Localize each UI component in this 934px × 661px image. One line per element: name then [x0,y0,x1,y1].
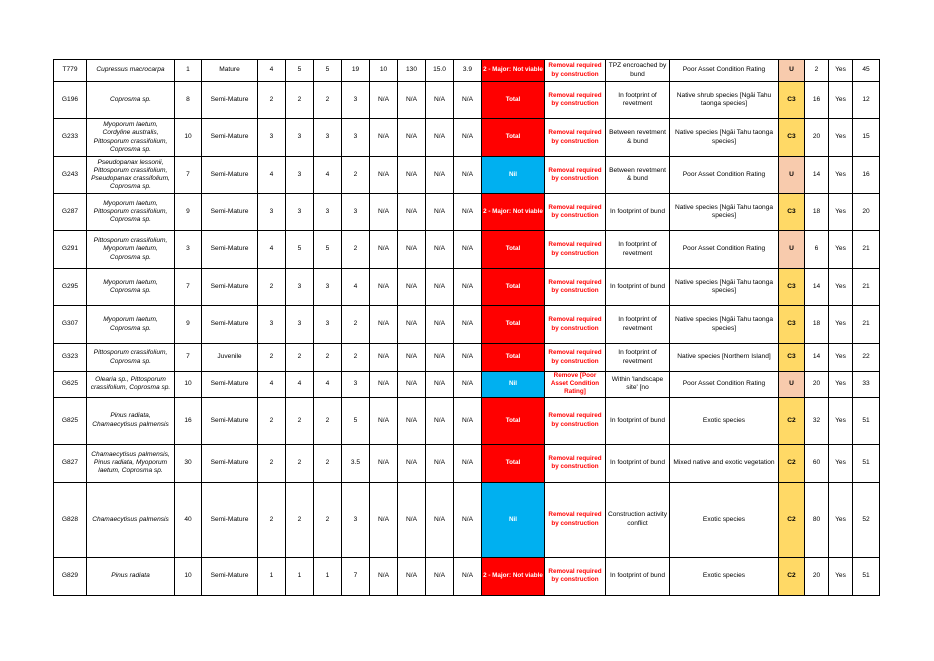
metric-cell: 2 [342,157,370,194]
removal-cell: Removal required by construction [545,397,606,444]
value-cell: 21 [853,269,880,306]
reason-cell: In footprint of revetment [606,82,670,119]
metric-cell: N/A [370,194,398,231]
yes-cell: Yes [829,557,853,595]
metric-cell: N/A [454,194,482,231]
value-cell: 20 [805,372,829,398]
metric-cell: N/A [398,231,426,269]
removal-cell: Removal required by construction [545,444,606,482]
tree-assessment-table [53,59,880,596]
metric-cell: 2 [314,444,342,482]
tree-id-cell: G625 [54,372,87,398]
metric-cell: 3 [258,194,286,231]
species-cell: Pittosporum crassifolium, Coprosma sp. [87,344,175,372]
table-row [54,444,880,482]
maturity-cell: Semi-Mature [202,269,258,306]
count-cell: 1 [175,60,202,82]
metric-cell: N/A [426,269,454,306]
value-cell: 51 [853,397,880,444]
removal-cell: Removal required by construction [545,557,606,595]
metric-cell: 2 [314,397,342,444]
yes-cell: Yes [829,269,853,306]
count-cell: 7 [175,344,202,372]
metric-cell: 3 [342,482,370,557]
value-cell: 20 [853,194,880,231]
condition-cell: Poor Asset Condition Rating [670,157,779,194]
count-cell: 3 [175,231,202,269]
metric-cell: 2 [314,482,342,557]
value-cell: 18 [805,306,829,344]
metric-cell: 3 [314,194,342,231]
species-cell: Pinus radiata, Chamaecytisus palmensis [87,397,175,444]
metric-cell: N/A [426,306,454,344]
rating-cell: U [779,60,805,82]
rating-cell: U [779,231,805,269]
yes-cell: Yes [829,397,853,444]
impact-cell: Total [482,344,545,372]
condition-cell: Poor Asset Condition Rating [670,60,779,82]
species-cell: Chamaecytisus palmensis [87,482,175,557]
metric-cell: 2 [342,306,370,344]
impact-cell: Nil [482,372,545,398]
rating-cell: C2 [779,397,805,444]
tree-id-cell: G291 [54,231,87,269]
reason-cell: Between revetment & bund [606,119,670,157]
condition-cell: Exotic species [670,482,779,557]
rating-cell: C3 [779,119,805,157]
reason-cell: In footprint of bund [606,444,670,482]
reason-cell: In footprint of bund [606,194,670,231]
count-cell: 10 [175,119,202,157]
table-row [54,119,880,157]
maturity-cell: Semi-Mature [202,444,258,482]
metric-cell: N/A [398,344,426,372]
maturity-cell: Semi-Mature [202,482,258,557]
reason-cell: In footprint of bund [606,557,670,595]
tree-id-cell: T779 [54,60,87,82]
metric-cell: 4 [314,157,342,194]
value-cell: 16 [853,157,880,194]
rating-cell: C2 [779,557,805,595]
value-cell: 60 [805,444,829,482]
metric-cell: N/A [454,231,482,269]
condition-cell: Exotic species [670,397,779,444]
maturity-cell: Semi-Mature [202,119,258,157]
table-row [54,344,880,372]
metric-cell: 2 [286,344,314,372]
metric-cell: 2 [286,482,314,557]
metric-cell: 2 [286,397,314,444]
table-row [54,397,880,444]
metric-cell: 5 [314,60,342,82]
metric-cell: N/A [426,119,454,157]
maturity-cell: Semi-Mature [202,306,258,344]
metric-cell: 130 [398,60,426,82]
value-cell: 80 [805,482,829,557]
metric-cell: 4 [342,269,370,306]
value-cell: 45 [853,60,880,82]
species-cell: Cupressus macrocarpa [87,60,175,82]
metric-cell: N/A [454,157,482,194]
metric-cell: 5 [342,397,370,444]
count-cell: 10 [175,557,202,595]
metric-cell: 3 [258,119,286,157]
tree-id-cell: G196 [54,82,87,119]
yes-cell: Yes [829,157,853,194]
metric-cell: 3.5 [342,444,370,482]
removal-cell: Removal required by construction [545,306,606,344]
reason-cell: In footprint of revetment [606,306,670,344]
metric-cell: N/A [370,557,398,595]
value-cell: 18 [805,194,829,231]
metric-cell: 3 [342,119,370,157]
rating-cell: C3 [779,344,805,372]
yes-cell: Yes [829,60,853,82]
metric-cell: N/A [370,482,398,557]
rating-cell: C2 [779,482,805,557]
maturity-cell: Mature [202,60,258,82]
metric-cell: 3 [314,269,342,306]
metric-cell: N/A [426,444,454,482]
metric-cell: 3.9 [454,60,482,82]
metric-cell: N/A [454,482,482,557]
metric-cell: N/A [454,344,482,372]
species-cell: Myoporum laetum, Pittosporum crassifolium, Coprosma sp. [87,194,175,231]
metric-cell: N/A [454,306,482,344]
value-cell: 14 [805,344,829,372]
metric-cell: 10 [370,60,398,82]
value-cell: 33 [853,372,880,398]
metric-cell: 3 [342,372,370,398]
species-cell: Myoporum laetum, Cordyline australis, Pittosporum crassifolium, Coprosma sp. [87,119,175,157]
value-cell: 14 [805,157,829,194]
count-cell: 7 [175,157,202,194]
metric-cell: N/A [426,344,454,372]
count-cell: 7 [175,269,202,306]
metric-cell: N/A [454,372,482,398]
metric-cell: 2 [314,344,342,372]
metric-cell: 2 [314,82,342,119]
metric-cell: 4 [258,231,286,269]
metric-cell: 3 [314,306,342,344]
metric-cell: N/A [398,372,426,398]
count-cell: 8 [175,82,202,119]
rating-cell: C3 [779,82,805,119]
metric-cell: N/A [370,344,398,372]
yes-cell: Yes [829,372,853,398]
tree-id-cell: G827 [54,444,87,482]
metric-cell: 4 [314,372,342,398]
value-cell: 51 [853,444,880,482]
metric-cell: 5 [314,231,342,269]
metric-cell: N/A [454,444,482,482]
metric-cell: N/A [370,444,398,482]
tree-id-cell: G828 [54,482,87,557]
removal-cell: Removal required by construction [545,82,606,119]
metric-cell: N/A [454,82,482,119]
impact-cell: Nil [482,157,545,194]
value-cell: 12 [853,82,880,119]
metric-cell: 2 [258,397,286,444]
condition-cell: Native species [Ngāi Tahu taonga species] [670,119,779,157]
metric-cell: N/A [398,82,426,119]
removal-cell: Removal required by construction [545,482,606,557]
yes-cell: Yes [829,231,853,269]
table-row [54,372,880,398]
metric-cell: N/A [426,194,454,231]
species-cell: Chamaecytisus palmensis, Pinus radiata, Myoporum laetum, Coprosma sp. [87,444,175,482]
maturity-cell: Semi-Mature [202,372,258,398]
maturity-cell: Semi-Mature [202,157,258,194]
species-cell: Myoporum laetum, Coprosma sp. [87,269,175,306]
metric-cell: N/A [454,119,482,157]
removal-cell: Removal required by construction [545,269,606,306]
reason-cell: Within 'landscape site' [no [606,372,670,398]
metric-cell: N/A [454,269,482,306]
impact-cell: Total [482,269,545,306]
metric-cell: N/A [398,306,426,344]
value-cell: 52 [853,482,880,557]
condition-cell: Poor Asset Condition Rating [670,372,779,398]
maturity-cell: Semi-Mature [202,397,258,444]
maturity-cell: Semi-Mature [202,82,258,119]
reason-cell: In footprint of bund [606,269,670,306]
metric-cell: N/A [426,557,454,595]
maturity-cell: Semi-Mature [202,194,258,231]
value-cell: 32 [805,397,829,444]
impact-cell: Total [482,444,545,482]
value-cell: 16 [805,82,829,119]
impact-cell: Total [482,306,545,344]
condition-cell: Poor Asset Condition Rating [670,231,779,269]
metric-cell: N/A [370,231,398,269]
metric-cell: N/A [370,82,398,119]
value-cell: 21 [853,306,880,344]
metric-cell: N/A [370,372,398,398]
removal-cell: Removal required by construction [545,344,606,372]
value-cell: 22 [853,344,880,372]
value-cell: 21 [853,231,880,269]
species-cell: Pseudopanax lessonii, Pittosporum crassifolium, Pseudopanax crassifolium, Coprosma sp. [87,157,175,194]
removal-cell: Remove [Poor Asset Condition Rating] [545,372,606,398]
metric-cell: N/A [426,82,454,119]
yes-cell: Yes [829,444,853,482]
removal-cell: Removal required by construction [545,119,606,157]
metric-cell: N/A [370,157,398,194]
metric-cell: N/A [398,482,426,557]
condition-cell: Mixed native and exotic vegetation [670,444,779,482]
reason-cell: Between revetment & bund [606,157,670,194]
yes-cell: Yes [829,344,853,372]
count-cell: 9 [175,306,202,344]
metric-cell: N/A [398,119,426,157]
metric-cell: 5 [286,60,314,82]
species-cell: Pittosporum crassifolium, Myoporum laetum, Coprosma sp. [87,231,175,269]
count-cell: 16 [175,397,202,444]
condition-cell: Native species [Ngāi Tahu taonga species] [670,194,779,231]
impact-cell: 2 - Major: Not viable [482,60,545,82]
metric-cell: 4 [286,372,314,398]
yes-cell: Yes [829,119,853,157]
tree-id-cell: G323 [54,344,87,372]
metric-cell: 7 [342,557,370,595]
value-cell: 51 [853,557,880,595]
metric-cell: 3 [286,306,314,344]
metric-cell: N/A [426,157,454,194]
count-cell: 9 [175,194,202,231]
impact-cell: Nil [482,482,545,557]
rating-cell: C3 [779,269,805,306]
tree-id-cell: G287 [54,194,87,231]
metric-cell: N/A [426,482,454,557]
removal-cell: Removal required by construction [545,231,606,269]
metric-cell: 2 [258,82,286,119]
count-cell: 10 [175,372,202,398]
table-row [54,482,880,557]
impact-cell: Total [482,397,545,444]
removal-cell: Removal required by construction [545,157,606,194]
metric-cell: N/A [426,397,454,444]
table-row [54,82,880,119]
table-row [54,194,880,231]
condition-cell: Native species [Northern Island] [670,344,779,372]
metric-cell: 2 [286,444,314,482]
tree-id-cell: G233 [54,119,87,157]
metric-cell: 3 [342,82,370,119]
rating-cell: U [779,372,805,398]
rating-cell: C2 [779,444,805,482]
metric-cell: N/A [398,397,426,444]
metric-cell: 4 [258,157,286,194]
removal-cell: Removal required by construction [545,60,606,82]
tree-id-cell: G307 [54,306,87,344]
tree-id-cell: G829 [54,557,87,595]
metric-cell: N/A [370,269,398,306]
metric-cell: 2 [258,344,286,372]
impact-cell: 2 - Major: Not viable [482,557,545,595]
maturity-cell: Semi-Mature [202,231,258,269]
reason-cell: In footprint of revetment [606,231,670,269]
rating-cell: U [779,157,805,194]
reason-cell: Construction activity conflict [606,482,670,557]
metric-cell: 3 [286,119,314,157]
yes-cell: Yes [829,194,853,231]
metric-cell: N/A [370,119,398,157]
metric-cell: 3 [286,194,314,231]
table-row [54,557,880,595]
condition-cell: Native shrub species [Ngāi Tahu taonga species] [670,82,779,119]
species-cell: Olearia sp., Pittosporum crassifolium, Coprosma sp. [87,372,175,398]
tree-id-cell: G243 [54,157,87,194]
metric-cell: 3 [314,119,342,157]
impact-cell: Total [482,119,545,157]
metric-cell: 19 [342,60,370,82]
metric-cell: 15.0 [426,60,454,82]
value-cell: 20 [805,119,829,157]
metric-cell: N/A [398,444,426,482]
metric-cell: 2 [258,444,286,482]
table-row [54,306,880,344]
condition-cell: Exotic species [670,557,779,595]
metric-cell: 4 [258,372,286,398]
impact-cell: 2 - Major: Not viable [482,194,545,231]
value-cell: 20 [805,557,829,595]
reason-cell: In footprint of bund [606,397,670,444]
removal-cell: Removal required by construction [545,194,606,231]
table-row [54,157,880,194]
value-cell: 14 [805,269,829,306]
count-cell: 30 [175,444,202,482]
metric-cell: N/A [398,157,426,194]
table-row [54,269,880,306]
metric-cell: 2 [342,231,370,269]
count-cell: 40 [175,482,202,557]
metric-cell: N/A [398,269,426,306]
impact-cell: Total [482,231,545,269]
metric-cell: 2 [286,82,314,119]
reason-cell: TPZ encroached by bund [606,60,670,82]
metric-cell: 4 [258,60,286,82]
yes-cell: Yes [829,482,853,557]
maturity-cell: Juvenile [202,344,258,372]
table-row [54,231,880,269]
metric-cell: 5 [286,231,314,269]
metric-cell: 3 [342,194,370,231]
tree-id-cell: G825 [54,397,87,444]
metric-cell: N/A [426,231,454,269]
metric-cell: N/A [370,397,398,444]
condition-cell: Native species [Ngāi Tahu taonga species] [670,306,779,344]
metric-cell: N/A [370,306,398,344]
metric-cell: N/A [426,372,454,398]
metric-cell: 2 [258,269,286,306]
condition-cell: Native species [Ngāi Tahu taonga species] [670,269,779,306]
table-body [54,60,880,596]
tree-id-cell: G295 [54,269,87,306]
yes-cell: Yes [829,306,853,344]
metric-cell: 3 [286,157,314,194]
metric-cell: N/A [454,557,482,595]
metric-cell: 2 [342,344,370,372]
species-cell: Myoporum laetum, Coprosma sp. [87,306,175,344]
metric-cell: 2 [258,482,286,557]
value-cell: 2 [805,60,829,82]
table-row [54,60,880,82]
value-cell: 6 [805,231,829,269]
metric-cell: N/A [398,557,426,595]
species-cell: Coprosma sp. [87,82,175,119]
rating-cell: C3 [779,306,805,344]
reason-cell: In footprint of revetment [606,344,670,372]
impact-cell: Total [482,82,545,119]
metric-cell: N/A [454,397,482,444]
rating-cell: C3 [779,194,805,231]
yes-cell: Yes [829,82,853,119]
metric-cell: 3 [286,269,314,306]
metric-cell: 1 [258,557,286,595]
metric-cell: 3 [258,306,286,344]
metric-cell: 1 [286,557,314,595]
value-cell: 15 [853,119,880,157]
species-cell: Pinus radiata [87,557,175,595]
maturity-cell: Semi-Mature [202,557,258,595]
metric-cell: 1 [314,557,342,595]
metric-cell: N/A [398,194,426,231]
